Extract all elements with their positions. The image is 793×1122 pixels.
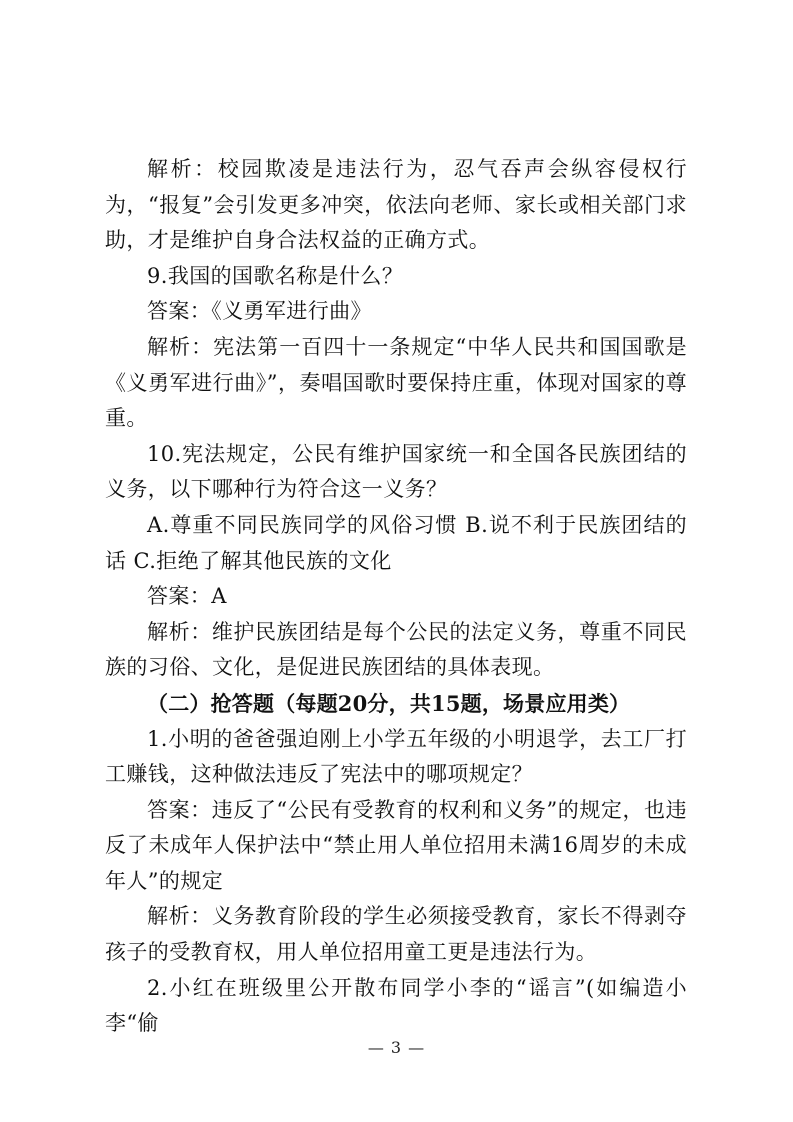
analysis-paragraph: 解析：义务教育阶段的学生必须接受教育，家长不得剥夺孩子的受教育权，用人单位招用童工更是违法行为。 xyxy=(105,904,687,965)
options-paragraph: A.尊重不同民族同学的风俗习惯 B.说不利于民族团结的话 C.拒绝了解其他民族的文化 xyxy=(105,512,687,573)
question-paragraph: 1.小明的爸爸强迫刚上小学五年级的小明退学，去工厂打工赚钱，这种做法违反了宪法中的哪项规定？ xyxy=(105,726,687,787)
page-number: — 3 — xyxy=(367,1038,426,1057)
analysis-paragraph: 解析：校园欺凌是违法行为，忍气吞声会纵容侵权行为，“报复”会引发更多冲突，依法向老师、家长或相关部门求助，才是维护自身合法权益的正确方式。 xyxy=(105,157,687,253)
answer-paragraph: 答案：违反了“公民有受教育的权利和义务”的规定，也违反了未成年人保护法中“禁止用人单位招用未满16周岁的未成年人”的规定 xyxy=(105,797,687,893)
answer-paragraph: 答案：《义勇军进行曲》 xyxy=(147,299,372,324)
analysis-paragraph: 解析：维护民族团结是每个公民的法定义务，尊重不同民族的习俗、文化，是促进民族团结的具体表现。 xyxy=(105,619,687,680)
question-paragraph: 2.小红在班级里公开散布同学小李的“谣言”(如编造小李“偷 xyxy=(105,975,687,1036)
question-paragraph: 9.我国的国歌名称是什么？ xyxy=(147,263,404,288)
question-paragraph: 10.宪法规定，公民有维护国家统一和全国各民族团结的义务，以下哪种行为符合这一义务？ xyxy=(105,441,687,502)
document-body xyxy=(105,152,687,1042)
section-heading: （二）抢答题（每题20分，共15题，场景应用类） xyxy=(147,690,631,716)
analysis-paragraph: 解析：宪法第一百四十一条规定“中华人民共和国国歌是《义勇军进行曲》”，奏唱国歌时要保持庄重，体现对国家的尊重。 xyxy=(105,334,687,431)
answer-paragraph: 答案：A xyxy=(147,584,227,609)
